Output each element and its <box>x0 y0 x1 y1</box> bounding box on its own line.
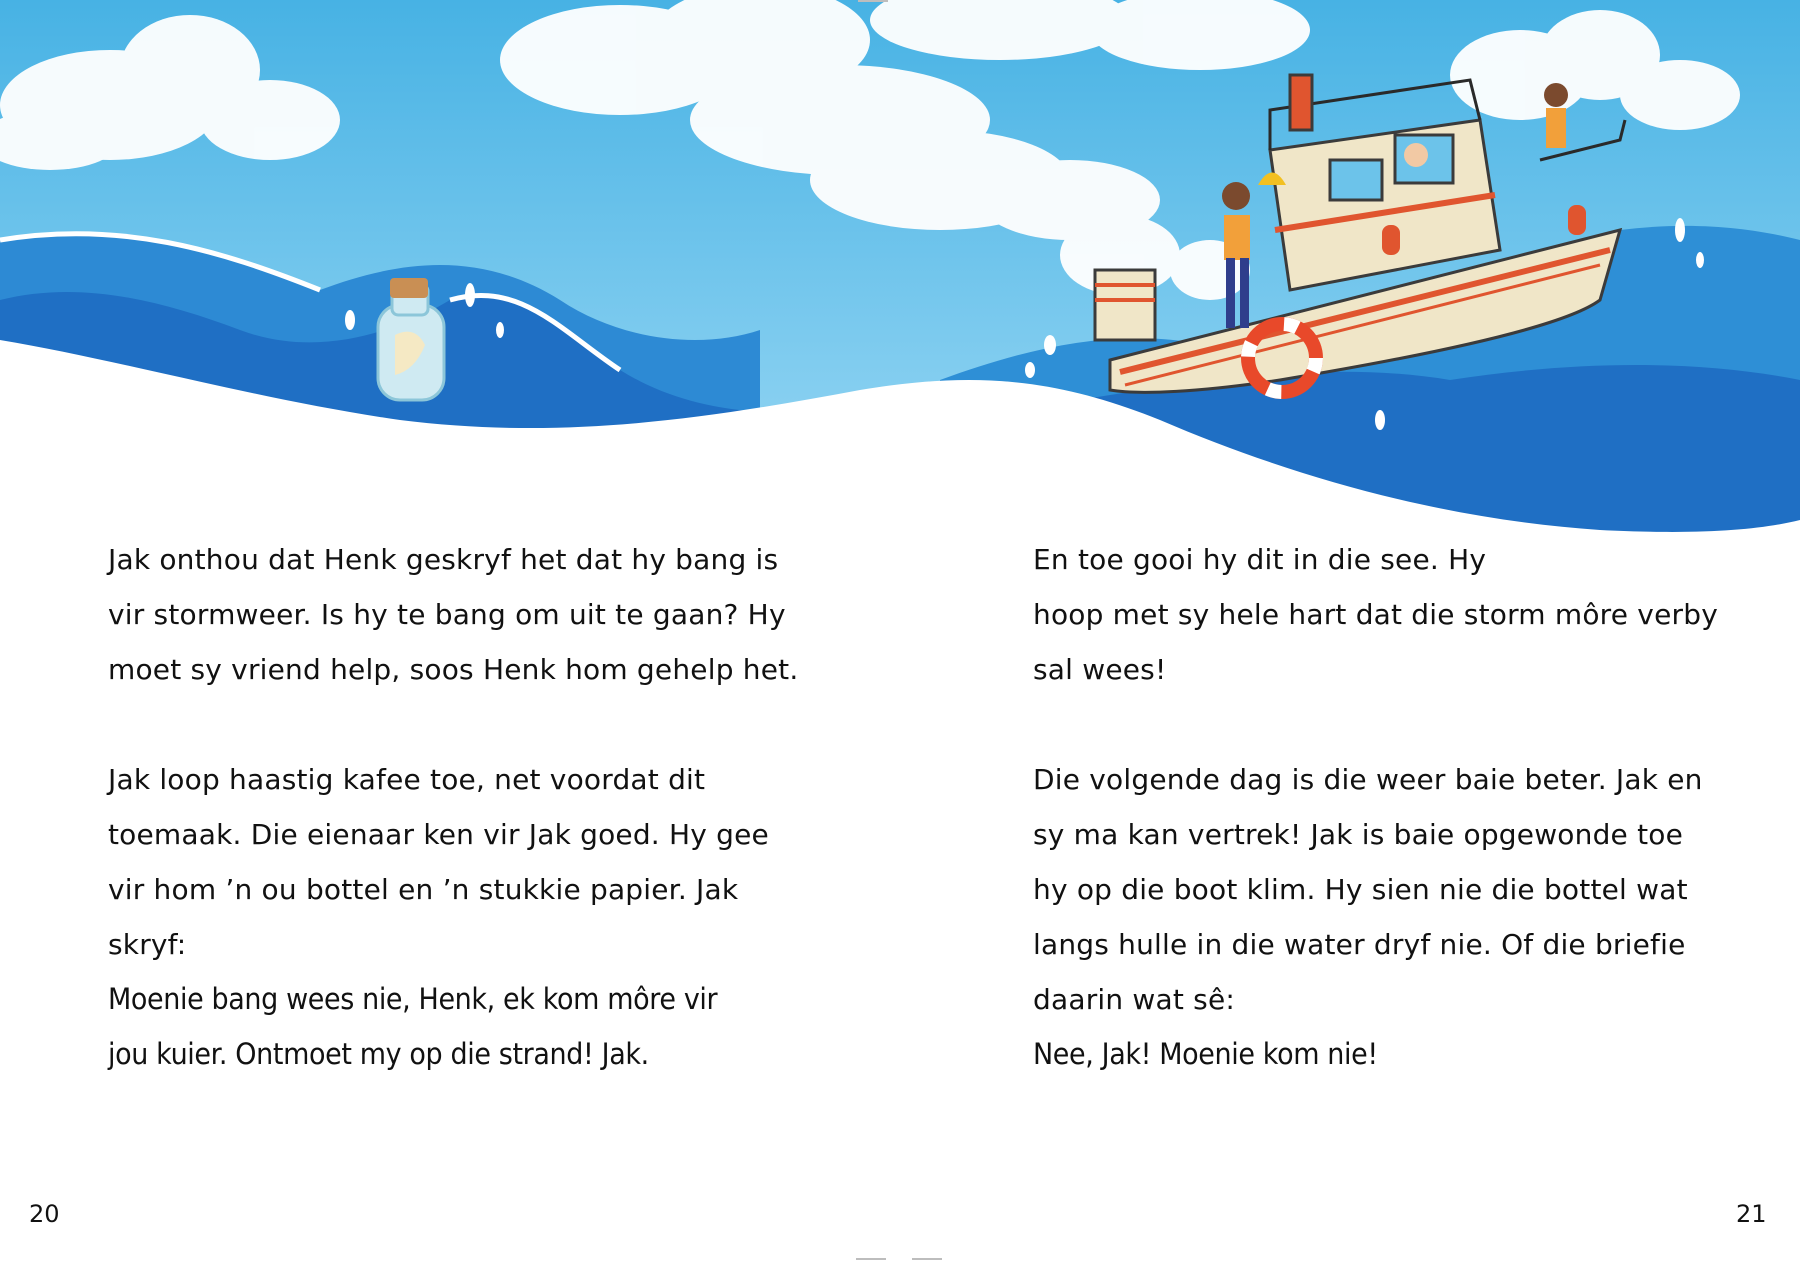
handwritten-note-line: Nee, Jak! Moenie kom nie! <box>1033 1037 1378 1071</box>
text-line: daarin wat sê: <box>1033 983 1236 1016</box>
paragraph <box>1033 532 1753 697</box>
handwritten-note-line: jou kuier. Ontmoet my op die strand! Jak. <box>108 1037 649 1071</box>
text-line: hoop met sy hele hart dat die storm môre verby <box>1033 598 1718 631</box>
paragraph <box>108 752 828 1082</box>
text-line: moet sy vriend help, soos Henk hom gehelp het. <box>108 653 799 686</box>
page-number-left: 20 <box>29 1200 60 1228</box>
text-line: sy ma kan vertrek! Jak is baie opgewonde toe <box>1033 818 1684 851</box>
right-page-text <box>1033 532 1753 1082</box>
gutter-tick-right <box>912 1258 942 1260</box>
text-line: toemaak. Die eienaar ken vir Jak goed. Hy gee <box>108 818 769 851</box>
text-line: vir stormweer. Is hy te bang om uit te gaan? Hy <box>108 598 786 631</box>
paragraph <box>108 532 828 697</box>
text-line: langs hulle in die water dryf nie. Of die briefie <box>1033 928 1686 961</box>
text-line: Jak onthou dat Henk geskryf het dat hy bang is <box>108 543 779 576</box>
page-number-right: 21 <box>1736 1200 1767 1228</box>
left-page-text <box>108 532 828 1082</box>
text-line: hy op die boot klim. Hy sien nie die bottel wat <box>1033 873 1688 906</box>
text-line: vir hom ’n ou bottel en ’n stukkie papier. Jak <box>108 873 739 906</box>
text-line: Jak loop haastig kafee toe, net voordat dit <box>108 763 706 796</box>
text-line: sal wees! <box>1033 653 1167 686</box>
text-line: skryf: <box>108 928 187 961</box>
text-line: Die volgende dag is die weer baie beter. Jak en <box>1033 763 1703 796</box>
gutter-tick-left <box>856 1258 886 1260</box>
gutter-tick-top <box>858 0 888 2</box>
text-line: En toe gooi hy dit in die see. Hy <box>1033 543 1487 576</box>
sea-boat-illustration <box>0 0 1800 540</box>
paragraph <box>1033 752 1753 1082</box>
handwritten-note-line: Moenie bang wees nie, Henk, ek kom môre vir <box>108 982 718 1016</box>
